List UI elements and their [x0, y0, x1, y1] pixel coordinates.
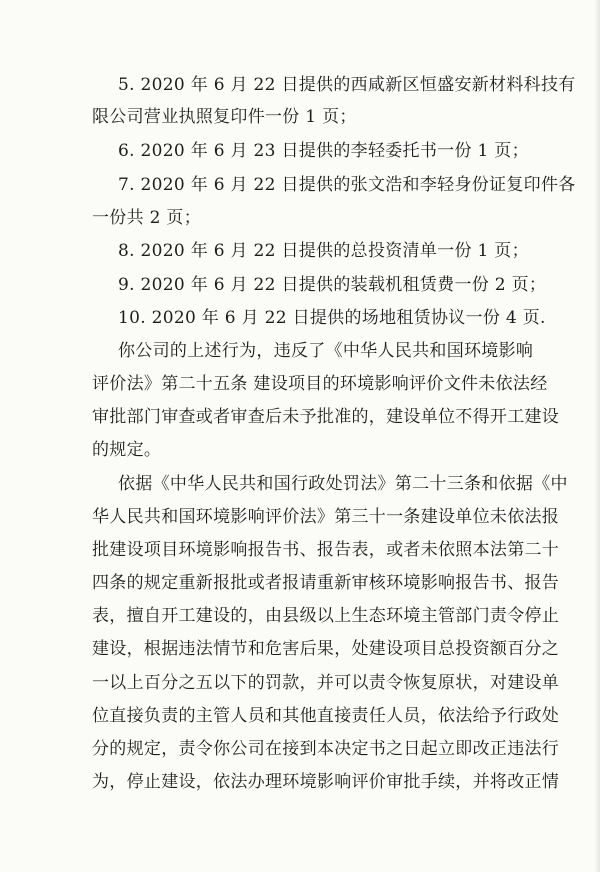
text-line: 6. 2020 年 6 月 23 日提供的李轻委托书一份 1 页；: [118, 141, 529, 161]
text-line: 一以上百分之五以下的罚款，并可以责令恢复原状，对建设单: [92, 673, 560, 693]
text-line: 9. 2020 年 6 月 22 日提供的装载机租赁费一份 2 页；: [118, 275, 547, 295]
text-line: 5. 2020 年 6 月 22 日提供的西咸新区恒盛安新材料科技有: [118, 75, 576, 95]
text-line: 批建设项目环境影响报告书、报告表，或者未依照本法第二十: [92, 540, 560, 560]
text-line: 依据《中华人民共和国行政处罚法》第二十三条和依据《中: [118, 474, 568, 494]
text-line: 四条的规定重新报批或者报请重新审核环境影响报告书、报告: [92, 573, 560, 593]
scan-edge-shadow: [594, 0, 600, 872]
text-line: 建设，根据违法情节和危害后果，处建设项目总投资额百分之: [92, 639, 560, 659]
text-line: 评价法》第二十五条 建设项目的环境影响评价文件未依法经: [92, 374, 548, 394]
text-line: 位直接负责的主管人员和其他直接责任人员，依法给予行政处: [92, 706, 560, 726]
text-line: 一份共 2 页；: [92, 208, 202, 228]
text-line: 限公司营业执照复印件一份 1 页；: [92, 107, 357, 127]
text-line: 的规定。: [92, 440, 162, 460]
text-line: 为，停止建设，依法办理环境影响评价审批手续，并将改正情: [92, 772, 560, 792]
text-line: 分的规定，责令你公司在接到本决定书之日起立即改正违法行: [92, 739, 560, 759]
text-line: 8. 2020 年 6 月 22 日提供的总投资清单一份 1 页；: [118, 241, 529, 261]
text-line: 10. 2020 年 6 月 22 日提供的场地租赁协议一份 4 页.: [118, 308, 546, 328]
text-line: 你公司的上述行为，违反了《中华人民共和国环境影响: [118, 341, 534, 361]
text-line: 7. 2020 年 6 月 22 日提供的张文浩和李轻身份证复印件各: [118, 175, 576, 195]
text-line: 表，擅自开工建设的，由县级以上生态环境主管部门责令停止: [92, 606, 560, 626]
text-line: 审批部门审查或者审查后未予批准的，建设单位不得开工建设: [92, 407, 560, 427]
text-line: 华人民共和国环境影响评价法》第三十一条建设单位未依法报: [92, 507, 560, 527]
